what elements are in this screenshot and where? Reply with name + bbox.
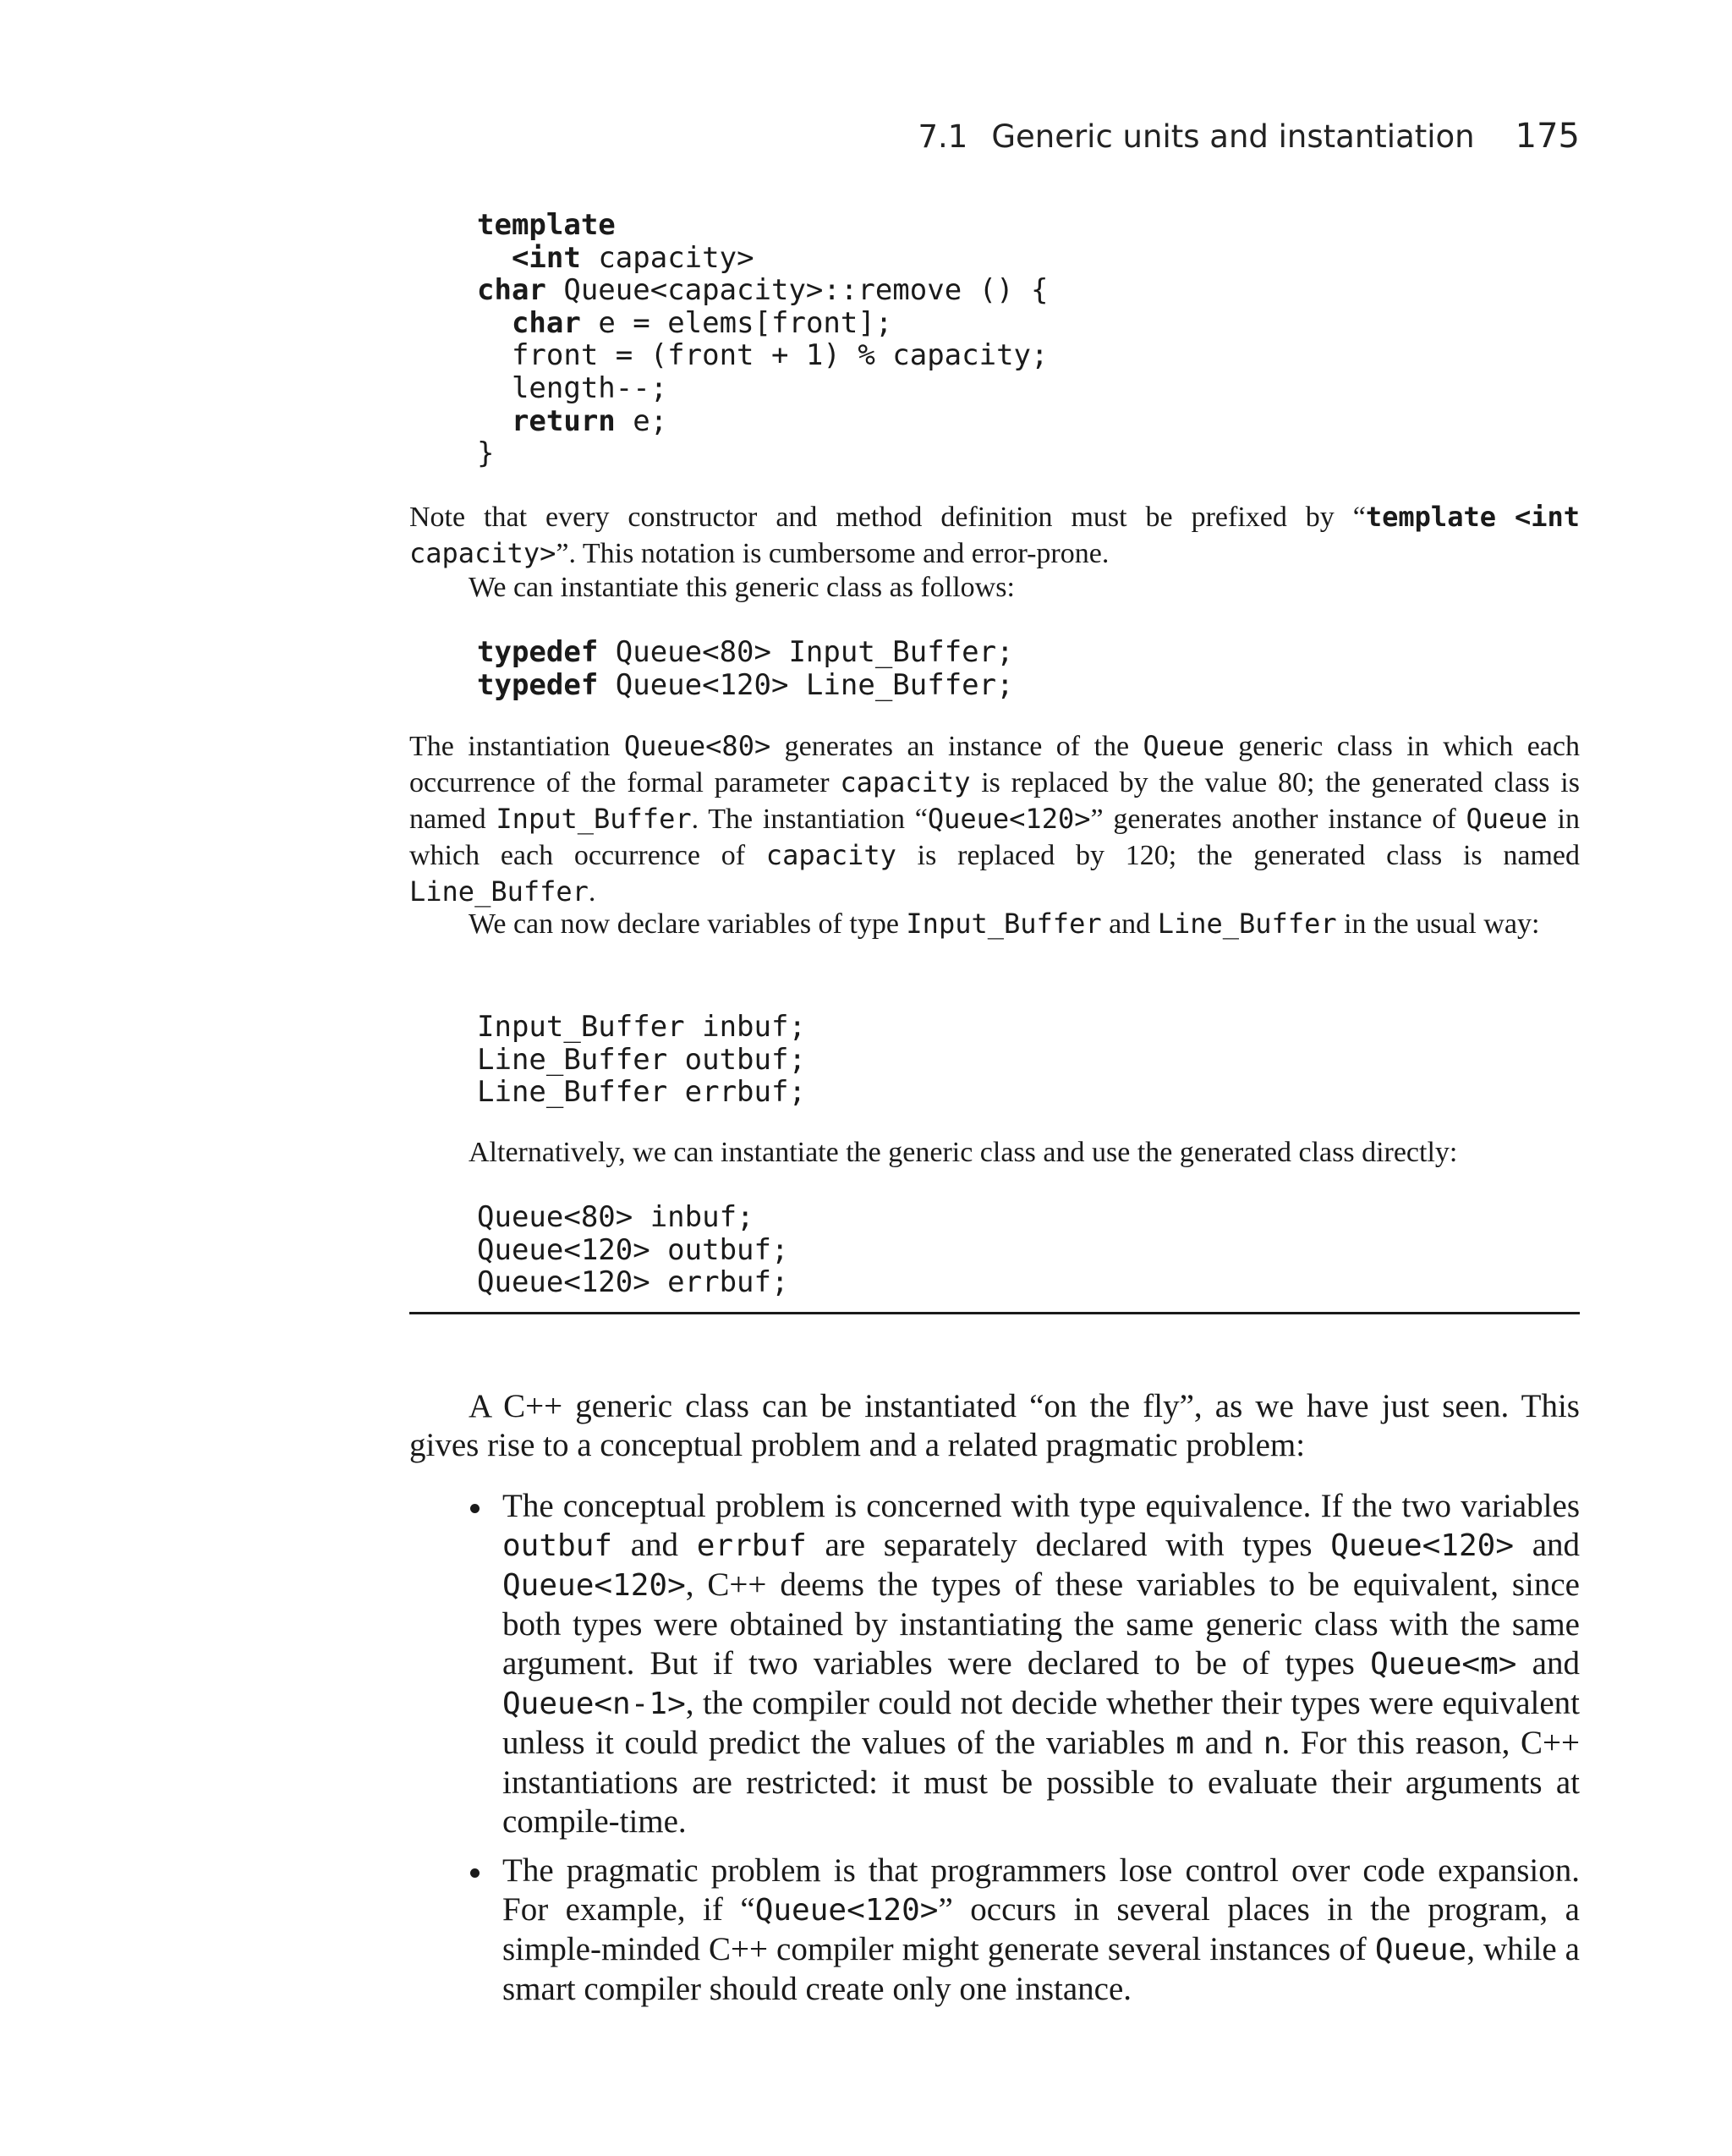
text-run	[1496, 502, 1515, 533]
text-run: . For this reason, C++ instantiations are restricted: it must be possible to evaluate their arguments at compile-time.	[502, 1725, 1581, 1840]
text-run: The conceptual problem is concerned with type equivalence. If the two variables	[502, 1488, 1580, 1524]
text-run: in the usual way:	[1336, 908, 1540, 940]
text-run: generic class in which each occurrence of the formal parameter	[409, 731, 1580, 798]
inline-code: Queue	[1374, 1933, 1467, 1967]
section-number: 7.1	[918, 118, 968, 155]
explanation-paragraph	[409, 728, 1580, 910]
intro-paragraph	[409, 1387, 1580, 1465]
code-keyword: template	[477, 208, 616, 242]
list-item-text	[502, 1852, 1580, 2009]
code-text	[477, 306, 512, 340]
code-line	[477, 669, 1014, 702]
code-text: front = (front + 1) % capacity;	[477, 338, 1049, 373]
code-line	[477, 1044, 806, 1077]
code-keyword: <int	[511, 240, 581, 275]
text-run: .	[588, 876, 596, 908]
text-run: ” generates another instance of	[1090, 804, 1466, 835]
inline-code: m	[1176, 1726, 1195, 1761]
inline-code: Queue<80>	[623, 730, 771, 762]
text-run: A C++ generic class can be instantiated “on the fly”, as we have just seen. This gives rise to a conceptual problem and a related pragmatic problem:	[409, 1388, 1580, 1463]
bullet-icon	[470, 1504, 480, 1513]
declare-paragraph	[409, 906, 1580, 942]
code-line	[477, 405, 1049, 438]
inline-code: template	[1365, 501, 1496, 533]
code-keyword: char	[477, 273, 546, 308]
inline-code: <int	[1514, 501, 1580, 533]
inline-code: errbuf	[696, 1528, 807, 1563]
code-line	[477, 209, 1049, 242]
code-keyword: typedef	[477, 635, 599, 669]
text-run: and	[1194, 1725, 1263, 1761]
code-line	[477, 274, 1049, 307]
inline-code: Line_Buffer	[409, 875, 589, 908]
inline-code: Input_Buffer	[496, 803, 692, 835]
code-text: Queue<120> errbuf;	[477, 1265, 789, 1300]
inline-code: capacity	[840, 766, 971, 798]
code-text: Line_Buffer errbuf;	[477, 1075, 806, 1110]
inline-code: capacity	[765, 839, 896, 871]
code-text	[477, 404, 512, 438]
alternative-paragraph	[409, 1135, 1580, 1171]
text-run: The instantiation	[409, 731, 624, 762]
text-run: is replaced by 120; the generated class is named	[896, 840, 1580, 871]
inline-code: Queue<120>	[927, 803, 1091, 835]
text-run: We can now declare variables of type	[469, 908, 907, 940]
text-run: and	[1101, 908, 1158, 940]
problem-list	[409, 1487, 1580, 2009]
code-text: Queue<80> Input_Buffer;	[598, 635, 1014, 669]
code-keyword: typedef	[477, 667, 599, 702]
code-remove-method	[477, 209, 1049, 470]
list-item-text	[502, 1487, 1580, 1841]
list-item	[409, 1487, 1580, 1841]
instantiate-paragraph	[409, 570, 1580, 606]
code-variable-declarations	[477, 1011, 806, 1109]
inline-code: Queue<120>	[502, 1568, 686, 1603]
text-run: . The instantiation “	[691, 804, 928, 835]
code-line	[477, 1011, 806, 1044]
code-line	[477, 1234, 788, 1267]
section-title: Generic units and instantiation	[991, 118, 1475, 155]
code-line	[477, 636, 1014, 669]
inline-code: Queue<120>	[1330, 1528, 1515, 1563]
code-line	[477, 339, 1049, 372]
text-run: , the compiler could not decide whether their types were equivalent unless it could predict the values of the variables	[502, 1685, 1580, 1761]
text-run: is replaced by the value 80; the generated class is named	[409, 767, 1580, 835]
code-line	[477, 1201, 788, 1234]
bullet-icon	[470, 1868, 480, 1878]
section-divider	[409, 1312, 1580, 1314]
code-text: Queue<120> outbuf;	[477, 1232, 789, 1267]
inline-code: Queue	[1466, 803, 1548, 835]
code-text: e = elems[front];	[580, 305, 893, 340]
text-run: ”. This notation is cumbersome and error-prone.	[556, 538, 1110, 569]
code-keyword: return	[511, 403, 616, 438]
code-line	[477, 1266, 788, 1299]
inline-code: capacity>	[409, 537, 556, 569]
inline-code: Queue<m>	[1370, 1647, 1517, 1681]
note-paragraph	[409, 499, 1580, 572]
text-run: The pragmatic problem is that programmers lose control over code expansion. For example, if “	[502, 1852, 1580, 1928]
code-line	[477, 307, 1049, 340]
code-line	[477, 1076, 806, 1109]
code-text: Input_Buffer inbuf;	[477, 1010, 806, 1044]
inline-code: Queue	[1143, 730, 1225, 762]
code-text: Queue<120> Line_Buffer;	[598, 667, 1014, 702]
inline-code: Input_Buffer	[906, 908, 1102, 940]
text-run: , while a smart compiler should create only one instance.	[502, 1931, 1580, 2007]
text-run: Note that every constructor and method definition must be prefixed by “	[409, 502, 1366, 533]
inline-code: outbuf	[502, 1528, 613, 1563]
text-run: and	[612, 1527, 697, 1563]
code-typedefs	[477, 636, 1014, 701]
text-run: We can instantiate this generic class as follows:	[469, 572, 1015, 603]
text-run: and	[1514, 1527, 1581, 1563]
inline-code: Queue<120>	[754, 1893, 939, 1928]
list-item	[409, 1852, 1580, 2009]
text-run: and	[1516, 1645, 1580, 1681]
code-text	[477, 241, 512, 275]
text-run: Alternatively, we can instantiate the generic class and use the generated class directly:	[469, 1137, 1458, 1168]
text-run: , C++ deems the types of these variables to be equivalent, since both types were obtained by instantiating the same generic class with the same argument. But if two variables were declared to be of types	[502, 1566, 1580, 1681]
code-text: Line_Buffer outbuf;	[477, 1042, 806, 1077]
inline-code: Queue<n-1>	[502, 1687, 686, 1721]
code-line	[477, 242, 1049, 275]
code-text: Queue<80> inbuf;	[477, 1200, 754, 1234]
code-text: }	[477, 436, 495, 471]
code-line	[477, 372, 1049, 405]
code-text: capacity>	[580, 240, 754, 275]
inline-code: Line_Buffer	[1157, 908, 1337, 940]
page-number: 175	[1515, 117, 1580, 156]
code-text: Queue<capacity>::remove () {	[545, 273, 1049, 308]
code-text: length--;	[477, 370, 668, 405]
code-line	[477, 437, 1049, 470]
code-keyword: char	[511, 305, 581, 340]
text-run: are separately declared with types	[806, 1527, 1331, 1563]
text-run: in which each occurrence of	[409, 804, 1580, 871]
code-text: e;	[615, 403, 668, 438]
running-head	[918, 117, 1580, 156]
text-run: generates an instance of the	[770, 731, 1143, 762]
text-run: ” occurs in several places in the program, a simple-minded C++ compiler might generate several instances of	[502, 1891, 1580, 1967]
code-direct-instantiation	[477, 1201, 788, 1299]
inline-code: n	[1263, 1726, 1282, 1761]
